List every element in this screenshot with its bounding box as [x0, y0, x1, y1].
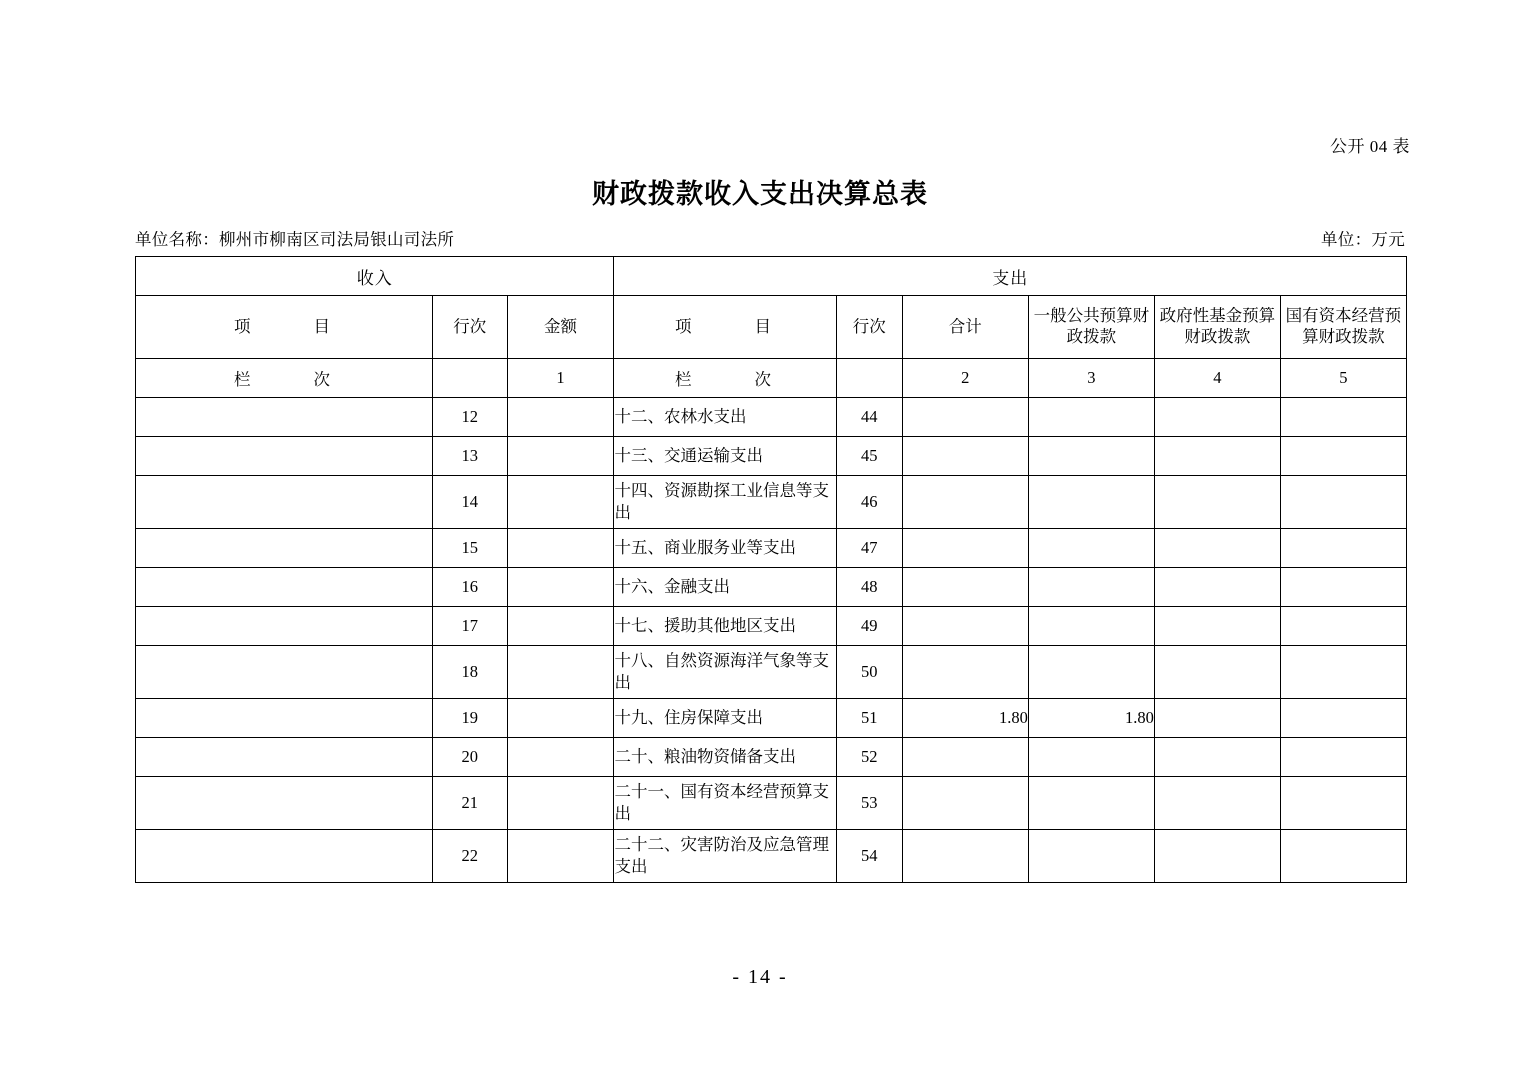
income-amount-cell — [507, 738, 614, 777]
expense-item-cell: 二十二、灾害防治及应急管理支出 — [614, 830, 836, 883]
expense-item-cell: 十六、金融支出 — [614, 568, 836, 607]
lane-label-expense: 栏 次 — [614, 359, 836, 398]
group-income: 收入 — [136, 257, 614, 296]
income-amount-cell — [507, 646, 614, 699]
expense-general-cell — [1028, 398, 1154, 437]
lane-number-2: 2 — [902, 359, 1028, 398]
header-expense-item: 项 目 — [614, 296, 836, 359]
table-row — [136, 476, 1407, 529]
expense-total-cell — [902, 777, 1028, 830]
header-income-item: 项 目 — [136, 296, 433, 359]
expense-soe-cell — [1280, 646, 1406, 699]
income-item-cell — [136, 529, 433, 568]
lane-number-3: 3 — [1028, 359, 1154, 398]
expense-govfund-cell — [1154, 607, 1280, 646]
income-item-cell — [136, 607, 433, 646]
expense-soe-cell — [1280, 476, 1406, 529]
expense-total-cell — [902, 476, 1028, 529]
expense-soe-cell — [1280, 607, 1406, 646]
income-line-cell: 21 — [432, 777, 507, 830]
income-item-cell — [136, 830, 433, 883]
header-income-line: 行次 — [432, 296, 507, 359]
lane-number-1: 1 — [507, 359, 614, 398]
expense-general-cell — [1028, 830, 1154, 883]
expense-govfund-cell — [1154, 476, 1280, 529]
income-line-cell: 19 — [432, 699, 507, 738]
table-row — [136, 830, 1407, 883]
table-row — [136, 568, 1407, 607]
income-item-cell — [136, 568, 433, 607]
income-amount-cell — [507, 437, 614, 476]
expense-govfund-cell — [1154, 777, 1280, 830]
table-row — [136, 646, 1407, 699]
expense-soe-cell — [1280, 699, 1406, 738]
table-row — [136, 699, 1407, 738]
income-item-cell — [136, 699, 433, 738]
expense-soe-cell — [1280, 437, 1406, 476]
income-line-cell: 15 — [432, 529, 507, 568]
expense-line-cell: 47 — [836, 529, 902, 568]
expense-item-cell: 十七、援助其他地区支出 — [614, 607, 836, 646]
expense-govfund-cell — [1154, 738, 1280, 777]
income-item-cell — [136, 777, 433, 830]
income-item-cell — [136, 437, 433, 476]
income-amount-cell — [507, 830, 614, 883]
expense-item-cell: 二十一、国有资本经营预算支出 — [614, 777, 836, 830]
expense-govfund-cell — [1154, 646, 1280, 699]
table-row — [136, 437, 1407, 476]
expense-item-cell: 二十、粮油物资储备支出 — [614, 738, 836, 777]
income-item-cell — [136, 476, 433, 529]
header-expense-soe: 国有资本经营预算财政拨款 — [1280, 296, 1406, 359]
expense-govfund-cell — [1154, 568, 1280, 607]
income-amount-cell — [507, 568, 614, 607]
header-expense-total: 合计 — [902, 296, 1028, 359]
income-amount-cell — [507, 398, 614, 437]
table-row — [136, 529, 1407, 568]
expense-total-cell — [902, 568, 1028, 607]
expense-general-cell — [1028, 646, 1154, 699]
expense-item-cell: 十九、住房保障支出 — [614, 699, 836, 738]
header-expense-general: 一般公共预算财政拨款 — [1028, 296, 1154, 359]
expense-item-cell: 十二、农林水支出 — [614, 398, 836, 437]
income-line-cell: 12 — [432, 398, 507, 437]
budget-table — [135, 256, 1407, 883]
income-amount-cell — [507, 777, 614, 830]
expense-govfund-cell — [1154, 699, 1280, 738]
expense-govfund-cell — [1154, 830, 1280, 883]
expense-total-cell: 1.80 — [902, 699, 1028, 738]
expense-govfund-cell — [1154, 437, 1280, 476]
income-item-cell — [136, 398, 433, 437]
expense-line-cell: 48 — [836, 568, 902, 607]
income-amount-cell — [507, 699, 614, 738]
expense-govfund-cell — [1154, 398, 1280, 437]
form-code: 公开 04 表 — [1330, 137, 1410, 156]
expense-general-cell: 1.80 — [1028, 699, 1154, 738]
expense-general-cell — [1028, 437, 1154, 476]
income-amount-cell — [507, 607, 614, 646]
income-amount-cell — [507, 476, 614, 529]
expense-line-cell: 44 — [836, 398, 902, 437]
income-line-cell: 14 — [432, 476, 507, 529]
income-item-cell — [136, 738, 433, 777]
income-line-cell: 18 — [432, 646, 507, 699]
table-row — [136, 777, 1407, 830]
lane-blank-income-line — [432, 359, 507, 398]
income-amount-cell — [507, 529, 614, 568]
expense-line-cell: 50 — [836, 646, 902, 699]
expense-soe-cell — [1280, 568, 1406, 607]
expense-soe-cell — [1280, 777, 1406, 830]
table-column-header-row — [136, 296, 1407, 359]
expense-general-cell — [1028, 568, 1154, 607]
expense-total-cell — [902, 607, 1028, 646]
amount-unit: 单位：万元 — [1321, 230, 1405, 249]
lane-number-5: 5 — [1280, 359, 1406, 398]
expense-line-cell: 45 — [836, 437, 902, 476]
expense-soe-cell — [1280, 398, 1406, 437]
expense-govfund-cell — [1154, 529, 1280, 568]
expense-soe-cell — [1280, 529, 1406, 568]
expense-total-cell — [902, 398, 1028, 437]
unit-name-label: 单位名称： — [135, 230, 219, 249]
income-line-cell: 22 — [432, 830, 507, 883]
expense-general-cell — [1028, 607, 1154, 646]
expense-item-cell: 十三、交通运输支出 — [614, 437, 836, 476]
expense-line-cell: 51 — [836, 699, 902, 738]
lane-number-4: 4 — [1154, 359, 1280, 398]
expense-line-cell: 49 — [836, 607, 902, 646]
page-number: - 14 - — [732, 966, 788, 988]
expense-item-cell: 十五、商业服务业等支出 — [614, 529, 836, 568]
expense-line-cell: 46 — [836, 476, 902, 529]
header-expense-govfund: 政府性基金预算财政拨款 — [1154, 296, 1280, 359]
expense-total-cell — [902, 738, 1028, 777]
expense-total-cell — [902, 529, 1028, 568]
income-line-cell: 17 — [432, 607, 507, 646]
meta-row — [135, 226, 1405, 250]
expense-item-cell: 十四、资源勘探工业信息等支出 — [614, 476, 836, 529]
page-title: 财政拨款收入支出决算总表 — [592, 179, 928, 210]
expense-line-cell: 53 — [836, 777, 902, 830]
table-row — [136, 738, 1407, 777]
expense-soe-cell — [1280, 830, 1406, 883]
expense-item-cell: 十八、自然资源海洋气象等支出 — [614, 646, 836, 699]
expense-general-cell — [1028, 529, 1154, 568]
header-income-amount: 金额 — [507, 296, 614, 359]
group-expense: 支出 — [614, 257, 1407, 296]
unit-name-value: 柳州市柳南区司法局银山司法所 — [219, 230, 455, 249]
table-group-header-row — [136, 257, 1407, 296]
expense-line-cell: 54 — [836, 830, 902, 883]
lane-blank-expense-line — [836, 359, 902, 398]
income-line-cell: 13 — [432, 437, 507, 476]
income-item-cell — [136, 646, 433, 699]
table-row — [136, 398, 1407, 437]
income-line-cell: 16 — [432, 568, 507, 607]
income-line-cell: 20 — [432, 738, 507, 777]
header-expense-line: 行次 — [836, 296, 902, 359]
table-lane-row — [136, 359, 1407, 398]
table-row — [136, 607, 1407, 646]
expense-general-cell — [1028, 777, 1154, 830]
expense-total-cell — [902, 646, 1028, 699]
expense-soe-cell — [1280, 738, 1406, 777]
expense-general-cell — [1028, 476, 1154, 529]
expense-line-cell: 52 — [836, 738, 902, 777]
expense-general-cell — [1028, 738, 1154, 777]
unit-name — [135, 226, 454, 250]
expense-total-cell — [902, 830, 1028, 883]
table-body — [136, 398, 1407, 883]
expense-total-cell — [902, 437, 1028, 476]
lane-label-income: 栏 次 — [136, 359, 433, 398]
